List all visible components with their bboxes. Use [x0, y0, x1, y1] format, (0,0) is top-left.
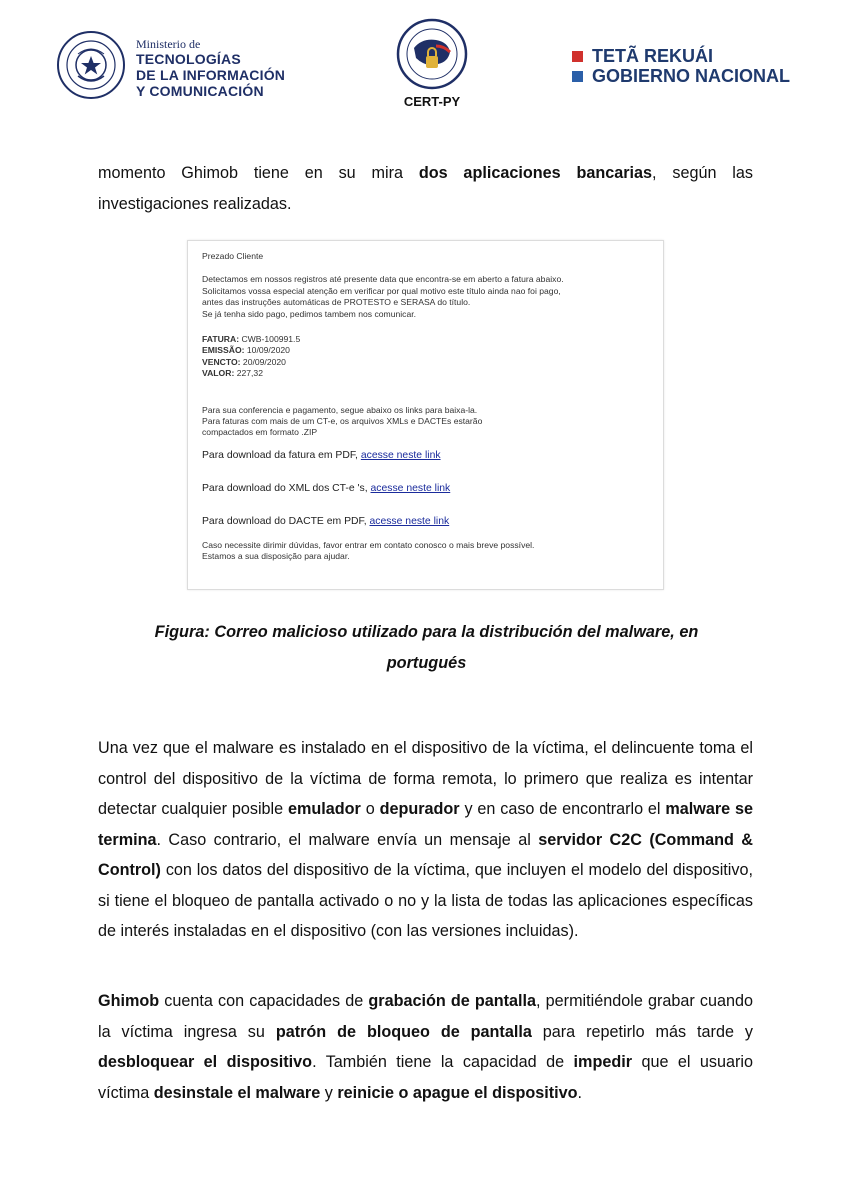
download-xml-link[interactable]: acesse neste link: [370, 482, 451, 494]
ministry-line-2: DE LA INFORMACIÓN: [136, 67, 286, 83]
email-closing-line: Caso necessite dirimir dúvidas, favor entrar em contato conosco o mais breve possível.: [202, 539, 535, 550]
email-download-pdf: Para download da fatura em PDF, acesse neste link: [202, 449, 441, 461]
cert-py-logo: [392, 16, 472, 116]
caption-line-2: portugués: [386, 654, 467, 672]
gov-line-2: GOBIERNO NACIONAL: [592, 66, 790, 86]
cert-py-label: CERT-PY: [403, 94, 461, 109]
cert-py-emblem-icon: [392, 16, 472, 96]
paragraph-ghimob-capabilities: Ghimob cuenta con capacidades de grabación de pantalla, permitiéndole grabar cuando la víctima ingresa su patrón de bloqueo de pantalla para repetirlo más tarde y desbloquear el dispositivo. También tiene la capacidad de impedir que el usuario víctima desinstale el malware y reinicie o apague el dispositivo.: [98, 992, 754, 1102]
paragraph-malware-behavior: Una vez que el malware es instalado en el dispositivo de la víctima, el delincuente toma el control del dispositivo de la víctima de forma remota, lo primero que realiza es intentar detectar cualquier posible emulador o depurador y en caso de encontrarlo el malware se termina. Caso contrario, el malware envía un mensaje al servidor C2C (Command & Control) con los datos del dispositivo de la víctima, que incluyen el modelo del dispositivo, si tiene el bloqueo de pantalla activado o no y la lista de todas las aplicaciones específicas de interés instaladas en el dispositivo (con las versiones incluidas).: [98, 739, 753, 940]
email-field-vencto: VENCTO: 20/09/2020: [202, 356, 286, 367]
email-info-line: compactados em formato .ZIP: [202, 427, 318, 438]
page-header: [0, 0, 853, 130]
intro-text-1: momento Ghimob tiene en su mira: [98, 164, 419, 182]
ministry-logo-text: [136, 38, 285, 98]
intro-text-2: , según las investigaciones realizadas.: [98, 164, 753, 213]
email-field-fatura: FATURA: CWB-100991.5: [202, 334, 301, 345]
email-field-emissao: EMISSÃO: 10/09/2020: [202, 345, 290, 356]
email-body-line: Detectamos em nossos registros até presente data que encontra-se em aberto a fatura abaixo.: [202, 274, 564, 285]
ministry-line-1: TECNOLOGÍAS: [136, 51, 241, 67]
email-info-line: Para faturas com mais de um CT-e, os arquivos XMLs e DACTEs estarão: [202, 416, 483, 427]
email-body-line: Se já tenha sido pago, pedimos tambem nos comunicar.: [202, 308, 417, 319]
red-square-icon: [572, 51, 583, 62]
email-field-valor: VALOR: 227,32: [202, 368, 263, 379]
ministry-small-label: Ministerio de: [136, 37, 201, 51]
email-closing-line: Estamos a sua disposição para ajudar.: [202, 551, 350, 562]
blue-square-icon: [572, 71, 583, 82]
email-info-line: Para sua conferencia e pagamento, segue abaixo os links para baixa-la.: [202, 404, 478, 415]
gov-line-1: TETÃ REKUÁI: [592, 46, 713, 66]
figure-caption: [120, 617, 733, 679]
gobierno-nacional-logo: [572, 46, 790, 86]
intro-paragraph: [98, 158, 753, 219]
intro-bold: dos aplicaciones bancarias: [418, 164, 653, 182]
email-download-dacte: Para download do DACTE em PDF, acesse neste link: [202, 515, 450, 527]
download-dacte-link[interactable]: acesse neste link: [369, 515, 450, 527]
gov-line-2-row: [572, 66, 790, 86]
caption-line-1: Figura: Correo malicioso utilizado para la distribución del malware, en: [154, 623, 699, 641]
email-greeting: Prezado Cliente: [202, 251, 264, 261]
ministry-line-3: Y COMUNICACIÓN: [136, 83, 264, 99]
email-body-line: Solicitamos vossa especial atenção em verificar por qual motivo este título ainda nao foi pago,: [202, 285, 561, 296]
gov-line-1-row: [572, 46, 790, 66]
download-pdf-link[interactable]: acesse neste link: [360, 449, 441, 461]
paraguay-seal-logo: [56, 30, 126, 100]
malicious-email-figure: [187, 240, 664, 590]
email-body-line: antes das instruções automáticas de PROTESTO e SERASA do título.: [202, 297, 471, 308]
email-download-xml: Para download do XML dos CT-e 's, acesse neste link: [202, 482, 451, 494]
